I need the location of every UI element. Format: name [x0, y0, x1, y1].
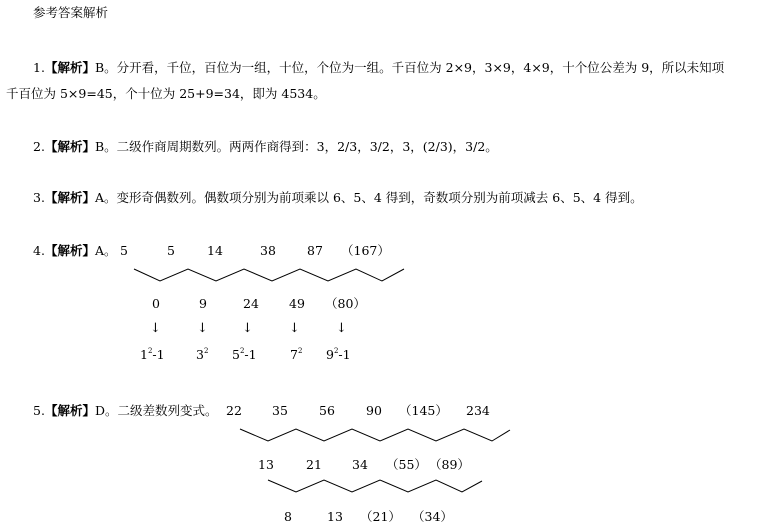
seq5-term: 35 — [272, 403, 288, 418]
seq4-term: 14 — [207, 243, 223, 258]
seq4-zigzag — [134, 269, 404, 281]
seq4-diff: （80） — [325, 296, 366, 311]
seq5-term: 22 — [226, 403, 242, 418]
analysis-tag: 【解析】 — [44, 60, 95, 75]
seq4-diff: 24 — [243, 296, 259, 311]
seq4-term: （167） — [341, 243, 390, 258]
seq4-term: 5 — [120, 243, 128, 258]
seq5-diff: （55） — [386, 457, 427, 472]
seq4-term: 5 — [167, 243, 175, 258]
answer-text: B。分开看，千位，百位为一组，十位，个位为一组。千百位为 2×9，3×9，4×9，十个位公差为 9，所以未知项 — [94, 60, 725, 75]
seq5-diff2: 13 — [327, 509, 343, 524]
seq4-formula: $7^2$ — [290, 347, 303, 362]
seq4-formula: $5^2-1$ — [232, 347, 257, 362]
answer-text: A。变形奇偶数列。偶数项分别为前项乘以 6、5、4 得到，奇数项分别为前项减去 6、5、4 得到。 — [94, 190, 643, 205]
analysis-tag: 【解析】 — [44, 403, 95, 418]
answer-number: 5. — [33, 403, 45, 418]
seq5-diff2: 8 — [284, 509, 292, 524]
seq4-formula: $3^2$ — [196, 347, 209, 362]
answer-number: 4. — [33, 243, 45, 258]
seq5-diff2: （34） — [412, 509, 453, 524]
seq4-formula: $1^2-1$ — [140, 347, 165, 362]
seq4-term: 38 — [260, 243, 276, 258]
down-arrow-icon: ↓ — [289, 321, 300, 336]
analysis-tag: 【解析】 — [44, 139, 95, 154]
seq4-diff: 9 — [199, 296, 207, 311]
answer-number: 1. — [33, 60, 45, 75]
seq5-diff: 13 — [258, 457, 274, 472]
answer-1-continued: 千百位为 5×9=45，个十位为 25+9=34，即为 4534。 — [6, 86, 326, 101]
seq5-diff: 21 — [306, 457, 322, 472]
seq5-term: 56 — [319, 403, 335, 418]
seq5-term: 90 — [366, 403, 382, 418]
seq4-term: 87 — [307, 243, 323, 258]
seq4-diff: 49 — [289, 296, 305, 311]
seq5-zigzag-upper — [240, 429, 510, 441]
answer-text: D。二级差数列变式。 — [94, 403, 218, 418]
answer-text: B。二级作商周期数列。两两作商得到：3，2/3，3/2，3，(2/3)，3/2。 — [94, 139, 498, 154]
answer-number: 2. — [33, 139, 45, 154]
page-title: 参考答案解析 — [33, 5, 109, 20]
seq5-zigzag-lower — [268, 480, 482, 492]
seq5-term: 234 — [466, 403, 490, 418]
seq4-diff: 0 — [152, 296, 160, 311]
analysis-tag: 【解析】 — [44, 190, 95, 205]
down-arrow-icon: ↓ — [150, 321, 161, 336]
seq4-formula: $9^2-1$ — [326, 347, 351, 362]
answer-text: A。 — [94, 243, 117, 258]
seq5-diff: 34 — [352, 457, 368, 472]
down-arrow-icon: ↓ — [242, 321, 253, 336]
down-arrow-icon: ↓ — [336, 321, 347, 336]
down-arrow-icon: ↓ — [197, 321, 208, 336]
seq5-diff: （89） — [429, 457, 470, 472]
seq5-diff2: （21） — [360, 509, 401, 524]
answer-number: 3. — [33, 190, 45, 205]
analysis-tag: 【解析】 — [44, 243, 95, 258]
seq5-term: （145） — [399, 403, 448, 418]
